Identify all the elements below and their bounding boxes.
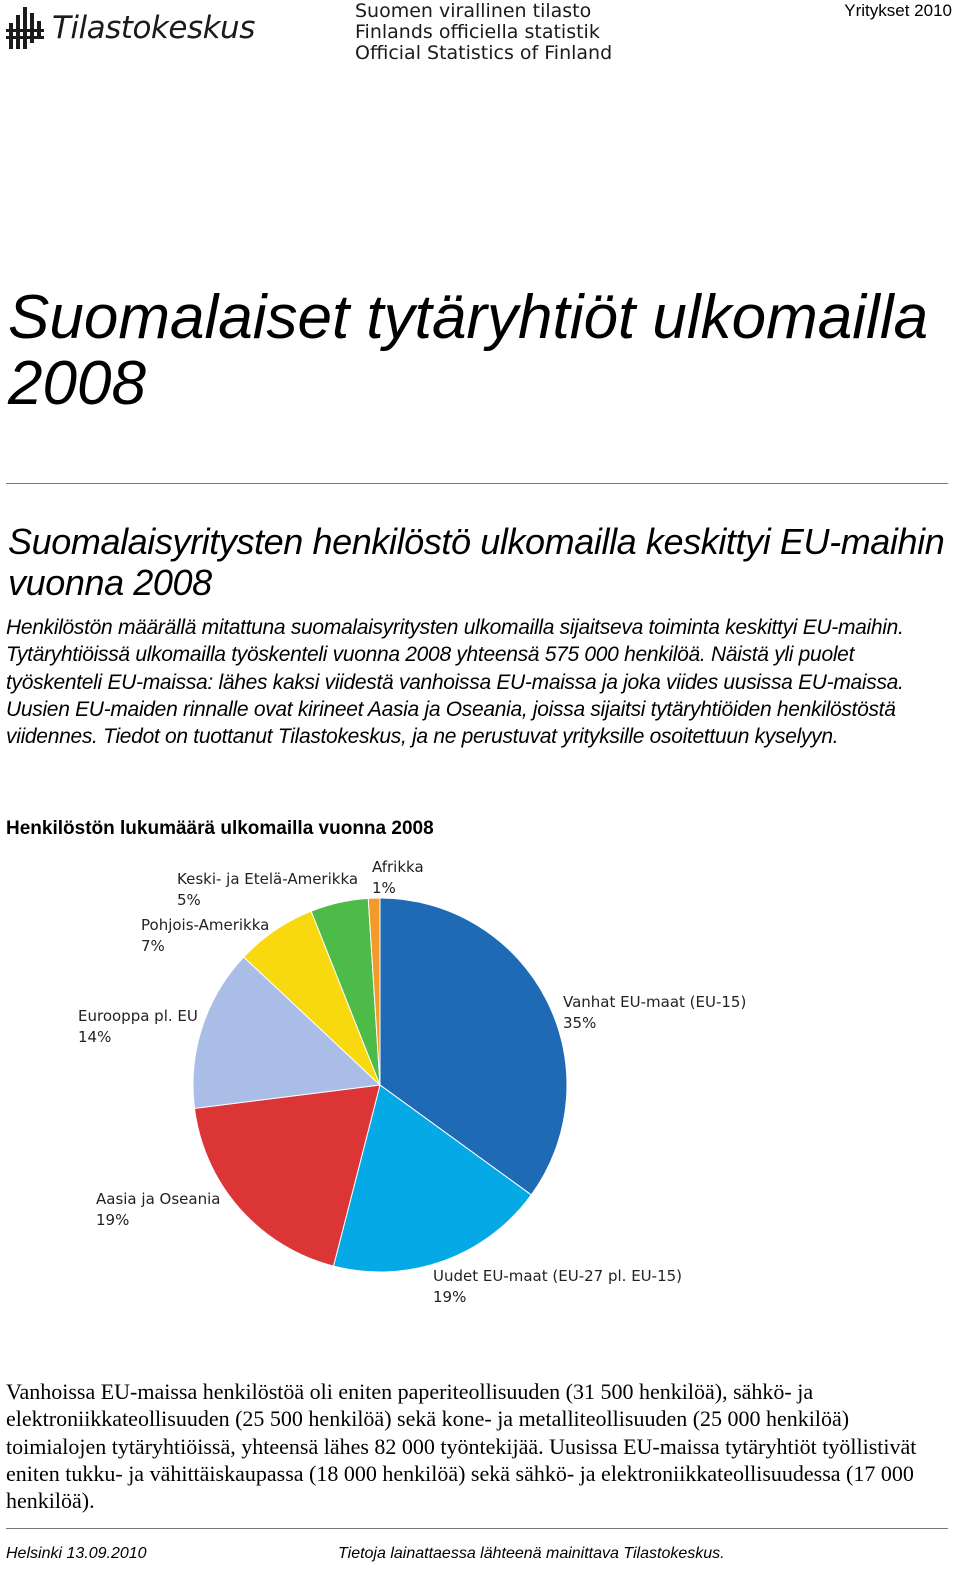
- logo-mark-icon: [6, 3, 46, 53]
- slice-percent-label: 1%: [372, 879, 396, 897]
- series-label: Yritykset 2010: [844, 1, 952, 20]
- slice-percent-label: 19%: [433, 1288, 467, 1306]
- footer-citation: Tietoja lainattaessa lähteenä mainittava Tilastokeskus.: [338, 1545, 725, 1562]
- official-line-fi: Suomen virallinen tilasto: [355, 0, 592, 22]
- pie-chart: [0, 850, 960, 1320]
- slice-percent-label: 7%: [141, 937, 165, 955]
- slice-percent-label: 14%: [78, 1028, 112, 1046]
- body-paragraph: Vanhoissa EU-maissa henkilöstöä oli eniten paperiteollisuuden (31 500 henkilöä), sähkö- ja elektroniikkateollisuuden (25 500 henkilöä) sekä kone- ja metalliteollisuuden (25 000 henkilöä) toimialojen tytäryhtiöissä, yhteensä lähes 82 000 työntekijää. Uusissa EU-maissa tytäryhtiöt työllistivät eniten tukku- ja vähittäiskaupassa (18 000 henkilöä) sekä sähkö- ja elektroniikkateollisuudessa (17 000 henkilöä).: [6, 1379, 917, 1514]
- title-divider: [6, 483, 948, 484]
- slice-label: Uudet EU-maat (EU-27 pl. EU-15): [433, 1267, 683, 1285]
- section-subtitle: Suomalaisyritysten henkilöstö ulkomailla keskittyi EU-maihin vuonna 2008: [8, 521, 945, 603]
- official-line-sv: Finlands officiella statistik: [355, 21, 600, 43]
- slice-percent-label: 19%: [96, 1211, 130, 1229]
- page-title: Suomalaiset tytäryhtiöt ulkomailla 2008: [8, 283, 929, 418]
- lead-paragraph: Henkilöstön määrällä mitattuna suomalaisyritysten ulkomailla sijaitseva toiminta keskittyi EU-maihin. Tytäryhtiöissä ulkomailla työskenteli vuonna 2008 yhteensä 575 000 henkilöä. Näistä yli puolet työskenteli EU-maissa: lähes kaksi viidestä vanhoissa EU-maissa ja joka viides uusissa EU-maissa. Uusien EU-maiden rinnalle ovat kirineet Aasia ja Oseania, joissa sijaitsi tytäryhtiöiden henkilöstöstä viidennes. Tiedot on tuottanut Tilastokeskus, ja ne perustuvat yrityksille osoitettuun kyselyyn.: [6, 616, 904, 749]
- slice-label: Vanhat EU-maat (EU-15): [563, 993, 747, 1011]
- slice-percent-label: 35%: [563, 1014, 597, 1032]
- official-line-en: Official Statistics of Finland: [355, 42, 613, 64]
- slice-percent-label: 5%: [177, 891, 201, 909]
- chart-title: Henkilöstön lukumäärä ulkomailla vuonna 2008: [6, 818, 434, 839]
- footer-date: Helsinki 13.09.2010: [6, 1545, 147, 1562]
- tilastokeskus-logo[interactable]: [6, 3, 255, 53]
- official-statistics-label: [355, 1, 612, 64]
- logo-text: Tilastokeskus: [52, 10, 255, 46]
- slice-label: Pohjois-Amerikka: [141, 916, 270, 934]
- slice-label: Afrikka: [372, 858, 424, 876]
- footer-divider: [6, 1528, 948, 1529]
- slice-label: Keski- ja Etelä-Amerikka: [177, 870, 359, 888]
- slice-label: Aasia ja Oseania: [96, 1190, 221, 1208]
- slice-label: Eurooppa pl. EU: [78, 1007, 198, 1025]
